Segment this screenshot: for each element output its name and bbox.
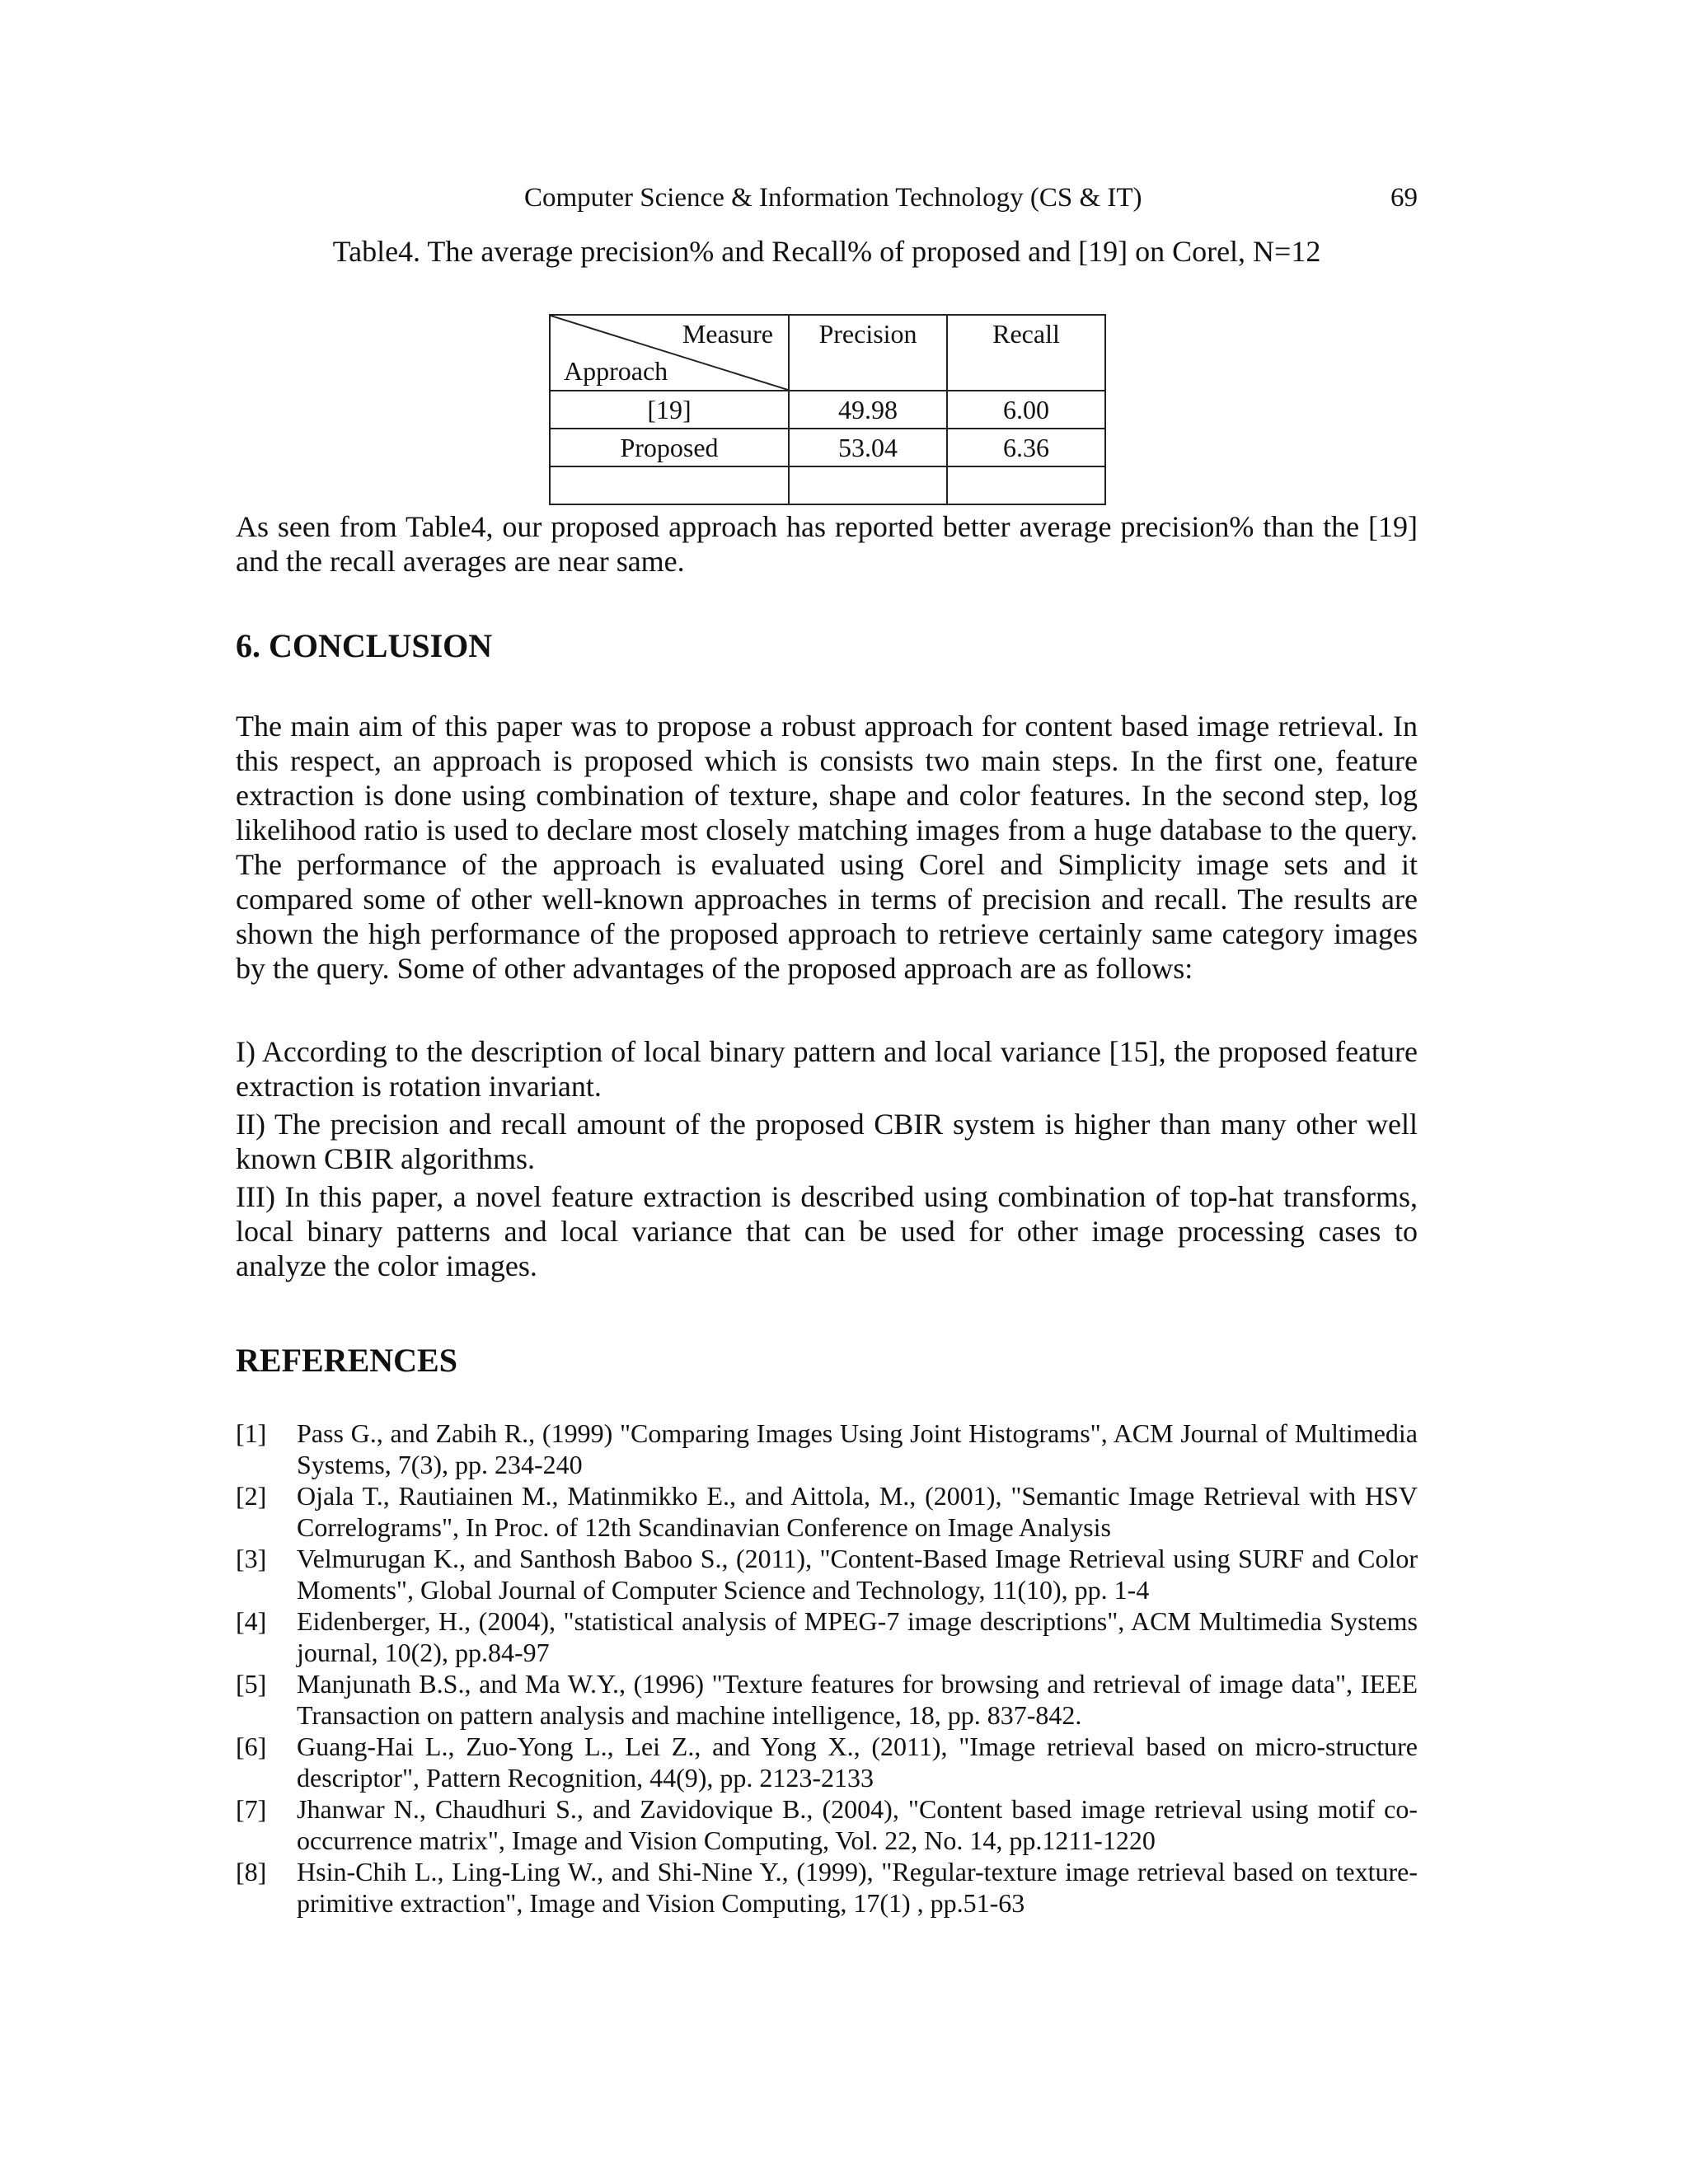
reference-text: Hsin-Chih L., Ling-Ling W., and Shi-Nine Y., (1999), "Regular-texture image retrieval based on texture-primitive extraction", Image and Vision Computing, 17(1) , pp.51-63: [297, 1857, 1418, 1918]
reference-item: [236, 1731, 1418, 1793]
corner-label-approach: Approach: [564, 356, 668, 386]
reference-id: [7]: [236, 1794, 267, 1824]
results-table: [549, 314, 1106, 505]
cell-precision: 53.04: [789, 429, 947, 466]
cell-precision: 49.98: [789, 391, 947, 429]
reference-item: [236, 1793, 1418, 1856]
table-row: [550, 391, 1105, 429]
reference-id: [3]: [236, 1544, 267, 1573]
conclusion-point: III) In this paper, a novel feature extraction is described using combination of top-hat transforms, local binary patterns and local variance that can be used for other image processing cases to analyze the color images.: [236, 1180, 1418, 1282]
table-corner-cell: [550, 315, 789, 391]
reference-item: [236, 1418, 1418, 1480]
reference-text: Eidenberger, H., (2004), "statistical analysis of MPEG-7 image descriptions", ACM Multimedia Systems journal, 10(2), pp.84-97: [297, 1606, 1418, 1667]
cell-approach: [19]: [550, 391, 789, 429]
reference-item: [236, 1480, 1418, 1543]
reference-text: Jhanwar N., Chaudhuri S., and Zavidovique B., (2004), "Content based image retrieval using motif co-occurrence matrix", Image and Vision Computing, Vol. 22, No. 14, pp.1211-1220: [297, 1794, 1418, 1855]
table-header-row: [550, 315, 1105, 391]
table-discussion-paragraph: As seen from Table4, our proposed approach has reported better average precision% than the [19] and the recall averages are near same.: [236, 510, 1418, 578]
reference-item: [236, 1668, 1418, 1731]
reference-id: [1]: [236, 1418, 267, 1448]
table-empty-row: [550, 466, 1105, 504]
references-list: [236, 1418, 1418, 1919]
cell-recall: 6.36: [947, 429, 1105, 466]
reference-text: Velmurugan K., and Santhosh Baboo S., (2011), "Content-Based Image Retrieval using SURF and Color Moments", Global Journal of Computer Science and Technology, 11(10), pp. 1-4: [297, 1544, 1418, 1605]
page-number: 69: [1390, 183, 1418, 213]
column-header-recall: Recall: [947, 315, 1105, 391]
reference-item: [236, 1543, 1418, 1605]
reference-id: [2]: [236, 1481, 267, 1511]
table-row: [550, 429, 1105, 466]
reference-text: Ojala T., Rautiainen M., Matinmikko E., and Aittola, M., (2001), "Semantic Image Retrieval with HSV Correlograms", In Proc. of 12th Scandinavian Conference on Image Analysis: [297, 1481, 1418, 1542]
empty-cell: [550, 466, 789, 504]
corner-label-measure: Measure: [682, 319, 773, 349]
reference-text: Guang-Hai L., Zuo-Yong L., Lei Z., and Yong X., (2011), "Image retrieval based on micro-structure descriptor", Pattern Recognition, 44(9), pp. 2123-2133: [297, 1732, 1418, 1793]
reference-item: [236, 1605, 1418, 1668]
conclusion-paragraph: The main aim of this paper was to propose a robust approach for content based image retrieval. In this respect, an approach is proposed which is consists two main steps. In the first one, feature extraction is done using combination of texture, shape and color features. In the second step, log likelihood ratio is used to declare most closely matching images from a huge database to the query. The performance of the approach is evaluated using Corel and Simplicity image sets and it compared some of other well-known approaches in terms of precision and recall. The results are shown the high performance of the proposed approach to retrieve certainly same category images by the query. Some of other advantages of the proposed approach are as follows:: [236, 710, 1418, 985]
reference-item: [236, 1856, 1418, 1919]
reference-id: [5]: [236, 1669, 267, 1699]
reference-id: [6]: [236, 1732, 267, 1761]
reference-text: Pass G., and Zabih R., (1999) "Comparing Images Using Joint Histograms", ACM Journal of Multimedia Systems, 7(3), pp. 234-240: [297, 1418, 1418, 1479]
running-header: [236, 183, 1418, 219]
references-heading: REFERENCES: [236, 1342, 457, 1379]
conclusion-point: II) The precision and recall amount of the proposed CBIR system is higher than many other well known CBIR algorithms.: [236, 1108, 1418, 1175]
table-caption: Table4. The average precision% and Recall% of proposed and [19] on Corel, N=12: [332, 235, 1321, 268]
reference-id: [4]: [236, 1606, 267, 1636]
reference-text: Manjunath B.S., and Ma W.Y., (1996) "Texture features for browsing and retrieval of image data", IEEE Transaction on pattern analysis and machine intelligence, 18, pp. 837-842.: [297, 1669, 1418, 1730]
cell-approach: Proposed: [550, 429, 789, 466]
reference-id: [8]: [236, 1857, 267, 1886]
cell-recall: 6.00: [947, 391, 1105, 429]
column-header-precision: Precision: [789, 315, 947, 391]
empty-cell: [789, 466, 947, 504]
empty-cell: [947, 466, 1105, 504]
journal-title: Computer Science & Information Technology (CS & IT): [524, 183, 1142, 213]
conclusion-heading: 6. CONCLUSION: [236, 627, 493, 664]
conclusion-point: I) According to the description of local binary pattern and local variance [15], the proposed feature extraction is rotation invariant.: [236, 1035, 1418, 1103]
